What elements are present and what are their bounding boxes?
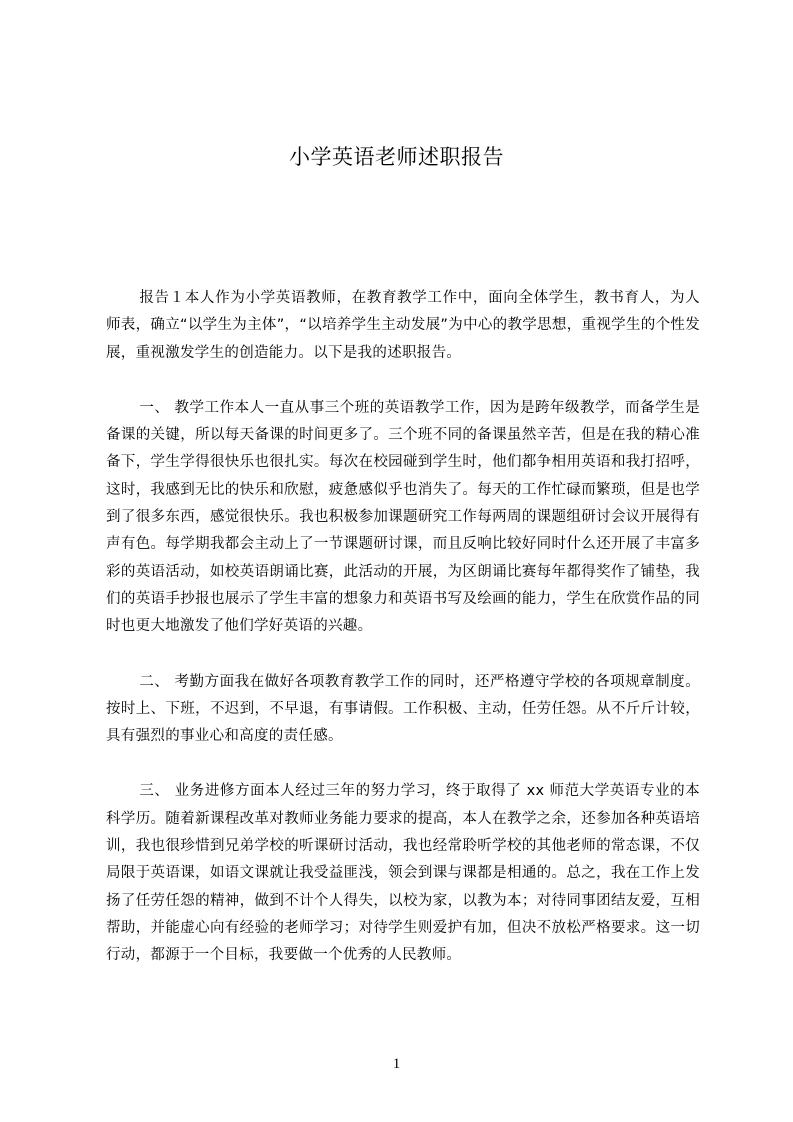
paragraph-intro: 报告１本人作为小学英语教师，在教育教学工作中，面向全体学生，教书育人，为人师表，确立“以学生为主体”，“以培养学生主动发展”为中心的教学思想，重视学生的个性发展，重视激发学生的创造能力。以下是我的述职报告。	[106, 290, 700, 361]
document-body	[106, 285, 700, 998]
page-number: 1	[392, 1056, 401, 1072]
paragraph-professional-development: 三、 业务进修方面本人经过三年的努力学习，终于取得了 xx 师范大学英语专业的本科学历。随着新课程改革对教师业务能力要求的提高，本人在教学之余，还参加各种英语培训，我也很珍惜到兄弟学校的听课研讨活动，我也经常聆听学校的其他老师的常态课，不仅局限于英语课，如语文课就让我受益匪浅，领会到课与课都是相通的。总之，我在工作上发扬了任劳任怨的精神，做到不计个人得失，以校为家，以教为本；对待同事团结友爱，互相帮助，并能虚心向有经验的老师学习；对待学生则爱护有加，但决不放松严格要求。这一切行动，都源于一个目标，我要做一个优秀的人民教师。	[106, 783, 700, 964]
document-title: 小学英语老师述职报告	[289, 145, 504, 169]
paragraph-teaching-work: 一、 教学工作本人一直从事三个班的英语教学工作，因为是跨年级教学，而备学生是备课的关键，所以每天备课的时间更多了。三个班不同的备课虽然辛苦，但是在我的精心准备下，学生学得很快乐也很扎实。每次在校园碰到学生时，他们都争相用英语和我打招呼，这时，我感到无比的快乐和欣慰，疲惫感似乎也消失了。每天的工作忙碌而繁琐，但是也学到了很多东西，感觉很快乐。我也积极参加课题研究工作每两周的课题组研讨会议开展得有声有色。每学期我都会主动上了一节课题研讨课，而且反响比较好同时什么还开展了丰富多彩的英语活动，如校英语朗诵比赛，此活动的开展，为区朗诵比赛每年都得奖作了铺垫，我们的英语手抄报也展示了学生丰富的想象力和英语书写及绘画的能力，学生在欣赏作品的同时也更大地激发了他们学好英语的兴趣。	[106, 399, 700, 635]
paragraph-attendance: 二、 考勤方面我在做好各项教育教学工作的同时，还严格遵守学校的各项规章制度。按时上、下班，不迟到，不早退，有事请假。工作积极、主动，任劳任怨。从不斤斤计较，具有强烈的事业心和高度的责任感。	[106, 673, 700, 745]
